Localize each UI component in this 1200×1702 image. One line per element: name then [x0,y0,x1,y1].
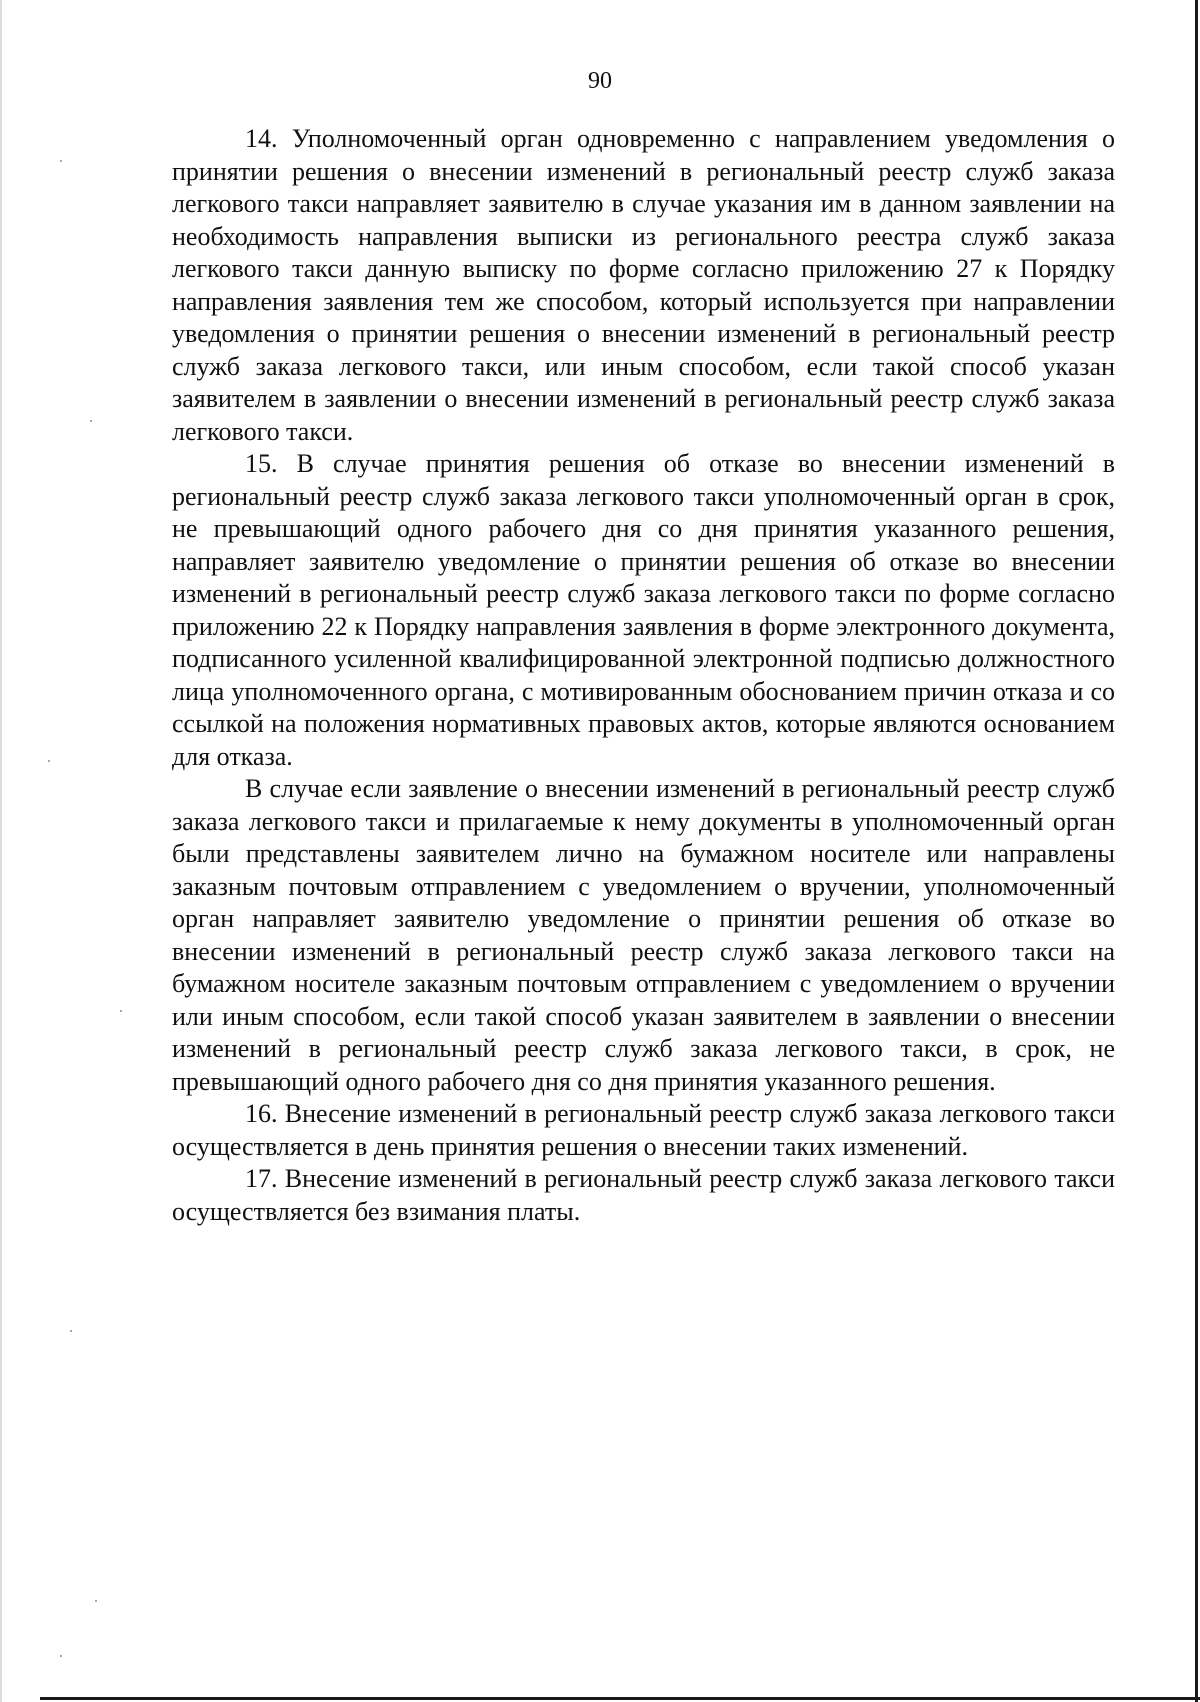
paragraph-17: 17. Внесение изменений в региональный реестр служб заказа легкового такси осуществляется без взимания платы. [172,1164,1115,1226]
scan-speck [70,1330,72,1332]
scan-edge-left [0,0,2,1702]
scan-speck [95,1600,97,1602]
paragraph-15-continued: В случае если заявление о внесении изменений в региональный реестр служб заказа легкового такси и прилагаемые к нему документы в уполномоченный орган были представлены заявителем лично на бумажном носителе или направлены заказным почтовым отправлением с уведомлением о вручении, уполномоченный орган направляет заявителю уведомление о принятии решения об отказе во внесении изменений в региональный реестр служб заказа легкового такси на бумажном носителе заказным почтовым отправлением с уведомлением о вручении или иным способом, если такой способ указан заявителем в заявлении о внесении изменений в региональный реестр служб заказа легкового такси, в срок, не превышающий одного рабочего дня со дня принятия указанного решения. [172,774,1115,1096]
scan-edge-bottom [40,1697,1200,1700]
document-body [172,123,1115,1228]
paragraph-14: 14. Уполномоченный орган одновременно с направлением уведомления о принятии решения о внесении изменений в региональный реестр служб заказа легкового такси направляет заявителю в случае указания им в данном заявлении на необходимость направления выписки из регионального реестра служб заказа легкового такси данную выписку по форме согласно приложению 27 к Порядку направления заявления тем же способом, который используется при направлении уведомления о принятии решения о внесении изменений в региональный реестр служб заказа легкового такси, или иным способом, если такой способ указан заявителем в заявлении о внесении изменений в региональный реестр служб заказа легкового такси. [172,124,1115,446]
scan-speck [90,420,92,422]
paragraph-16: 16. Внесение изменений в региональный реестр служб заказа легкового такси осуществляется в день принятия решения о внесении таких изменений. [172,1099,1115,1161]
scan-edge-right [1195,0,1198,1702]
scan-speck [120,1010,122,1012]
scan-speck [48,760,50,762]
page-number: 90 [588,68,612,94]
paragraph-15: 15. В случае принятия решения об отказе во внесении изменений в региональный реестр служб заказа легкового такси уполномоченный орган в срок, не превышающий одного рабочего дня со дня принятия указанного решения, направляет заявителю уведомление о принятии решения об отказе во внесении изменений в региональный реестр служб заказа легкового такси по форме согласно приложению 22 к Порядку направления заявления в форме электронного документа, подписанного усиленной квалифицированной электронной подписью должностного лица уполномоченного органа, с мотивированным обоснованием причин отказа и со ссылкой на положения нормативных правовых актов, которые являются основанием для отказа. [172,449,1115,771]
scan-speck [60,1655,62,1657]
scan-speck [60,160,62,162]
